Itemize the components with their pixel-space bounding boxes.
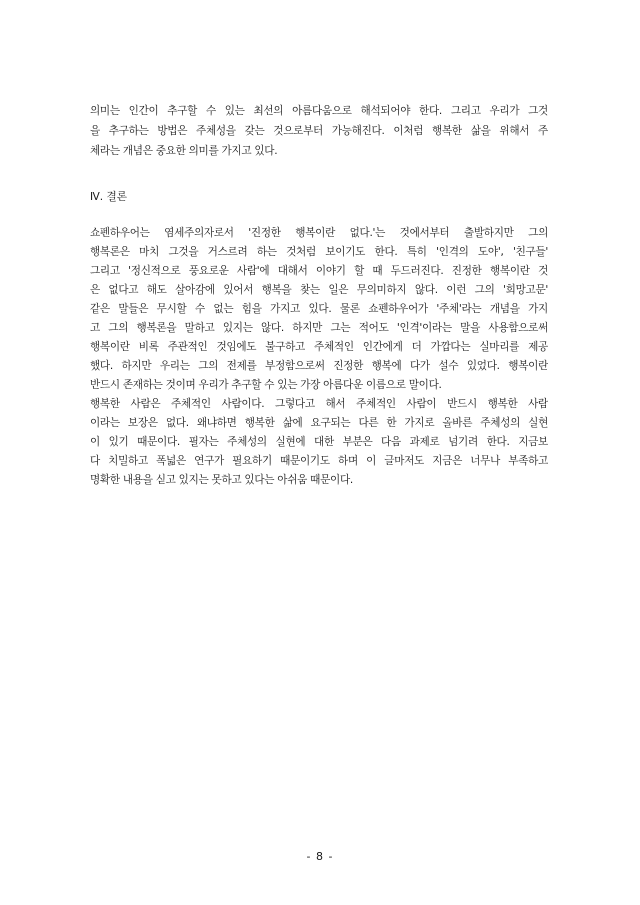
text-line: 체라는 개념은 중요한 의미를 가지고 있다. <box>90 145 278 157</box>
text-line: 은 없다고 해도 살아감에 있어서 행복을 찾는 일은 무의미하지 않다. 이런 그의 '희망고문' <box>90 284 548 296</box>
text-line: 이라는 보장은 없다. 왜냐하면 행복한 삶에 요구되는 다른 한 가지로 올바른 주체성의 실현 <box>90 417 548 429</box>
text-line: 반드시 존재하는 것이며 우리가 추구할 수 있는 가장 아름다운 이름으로 말이다. <box>90 379 442 391</box>
text-line: 행복이란 비록 주관적인 것임에도 불구하고 주체적인 인간에게 더 가깝다는 실마리를 제공 <box>90 341 548 353</box>
text-line: 했다. 하지만 우리는 그의 전제를 부정함으로써 진정한 행복에 다가 설수 있었다. 행복이란 <box>90 360 548 372</box>
text-line: 의미는 인간이 추구할 수 있는 최선의 아름다움으로 해석되어야 한다. 그리고 우리가 그것 <box>90 105 548 117</box>
text-line: 이 있기 때문이다. 필자는 주체성의 실현에 대한 부분은 다음 과제로 넘기려 한다. 지금보 <box>90 436 548 448</box>
page-number: - 8 - <box>306 850 334 863</box>
text-line: 명확한 내용을 싣고 있지는 못하고 있다는 아쉬움 때문이다. <box>90 474 353 486</box>
text-line: 같은 말들은 무시할 수 없는 힘을 가지고 있다. 물론 쇼펜하우어가 '주체'라는 개념을 가지 <box>90 303 548 315</box>
text-line: 을 추구하는 방법은 주체성을 갖는 것으로부터 가능해진다. 이처럼 행복한 삶을 위해서 주 <box>90 125 548 137</box>
text-line: 다 치밀하고 폭넓은 연구가 필요하기 때문이기도 하며 이 글마저도 지금은 너무나 부족하고 <box>90 455 548 467</box>
text-line: 행복론은 마치 그것을 거스르려 하는 것처럼 보이기도 한다. 특히 '인격의 도야', '친구들' <box>90 246 548 258</box>
text-line: 고 그의 행복론을 말하고 있지는 않다. 하지만 그는 적어도 '인격'이라는 말을 사용함으로써 <box>90 322 548 334</box>
text-line: 그리고 '정신적으로 풍요로운 사람'에 대해서 이야기 할 때 두드러진다. 진정한 행복이란 것 <box>90 265 548 277</box>
section-heading: Ⅳ. 결론 <box>90 191 127 203</box>
text-line: 행복한 사람은 주체적인 사람이다. 그렇다고 해서 주체적인 사람이 반드시 행복한 사람 <box>90 398 548 410</box>
text-line: 쇼펜하우어는 염세주의자로서 '진정한 행복이란 없다.'는 것에서부터 출발하지만 그의 <box>90 227 548 239</box>
